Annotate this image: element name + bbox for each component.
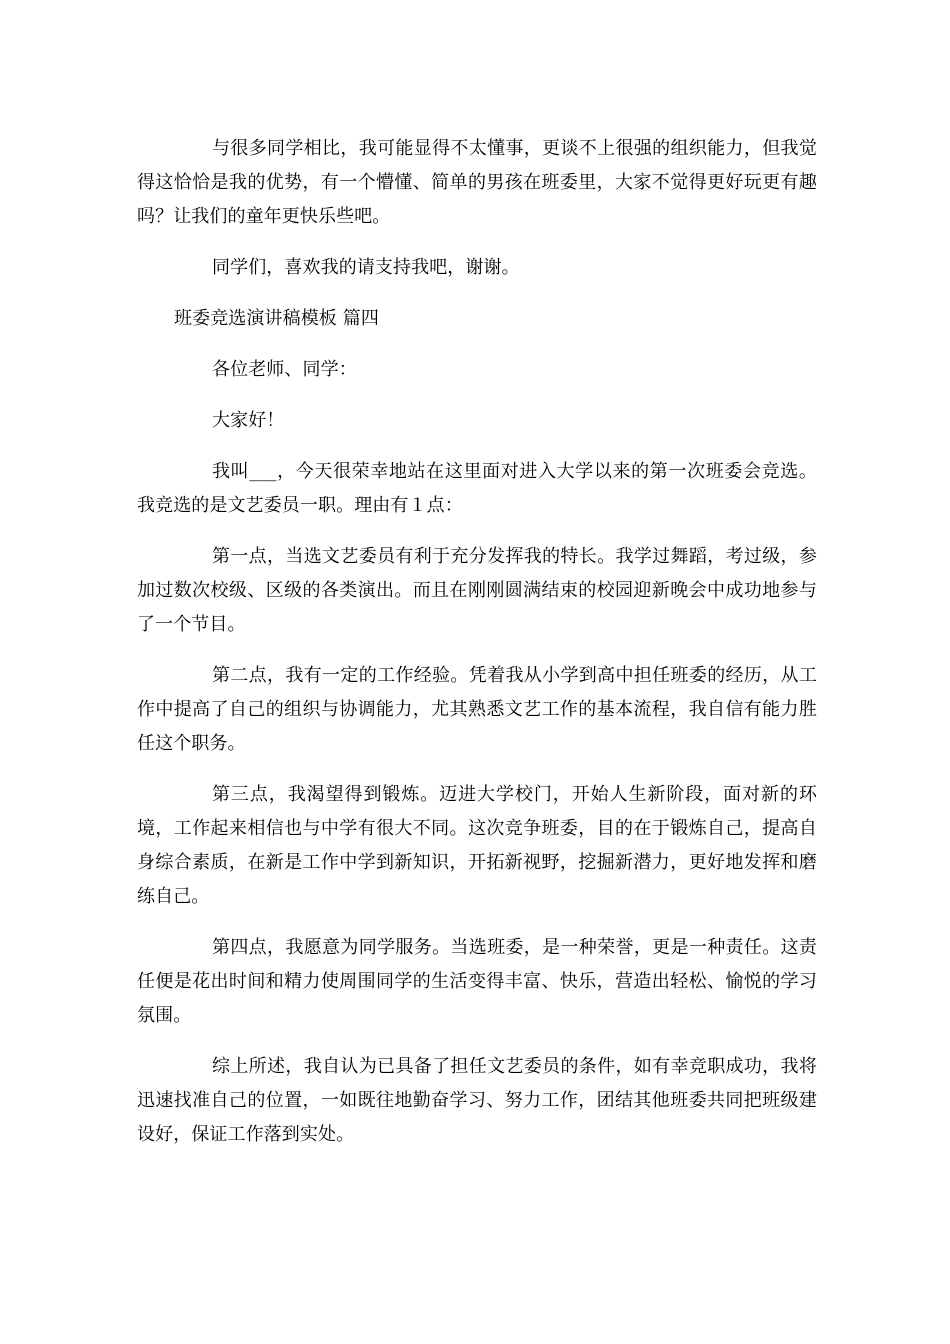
- paragraph-point-2: 第二点，我有一定的工作经验。凭着我从小学到高中担任班委的经历，从工作中提高了自己的组织与协调能力，尤其熟悉文艺工作的基本流程，我自信有能力胜任这个职务。: [137, 665, 817, 754]
- paragraph-point-4: 第四点，我愿意为同学服务。当选班委，是一种荣誉，更是一种责任。这责任便是花出时间和精力使周围同学的生活变得丰富、快乐，营造出轻松、愉悦的学习氛围。: [137, 937, 817, 1026]
- document-body: [137, 132, 817, 1169]
- section-title: 班委竞选演讲稿模板 篇四: [174, 308, 379, 329]
- paragraph-thanks: 同学们，喜欢我的请支持我吧，谢谢。: [212, 257, 520, 278]
- salutation: 各位老师、同学：: [212, 359, 357, 380]
- paragraph-opening: 与很多同学相比，我可能显得不太懂事，更谈不上很强的组织能力，但我觉得这恰恰是我的优势，有一个懵懂、简单的男孩在班委里，大家不觉得更好玩更有趣吗？让我们的童年更快乐些吧。: [137, 138, 817, 227]
- paragraph-point-1: 第一点，当选文艺委员有利于充分发挥我的特长。我学过舞蹈，考过级，参加过数次校级、区级的各类演出。而且在刚刚圆满结束的校园迎新晚会中成功地参与了一个节目。: [137, 546, 817, 635]
- paragraph-point-3: 第三点，我渴望得到锻炼。迈进大学校门，开始人生新阶段，面对新的环境，工作起来相信也与中学有很大不同。这次竞争班委，目的在于锻炼自己，提高自身综合素质，在新是工作中学到新知识，开拓新视野，挖掘新潜力，更好地发挥和磨练自己。: [137, 784, 817, 907]
- paragraph-conclusion: 综上所述，我自认为已具备了担任文艺委员的条件，如有幸竞职成功，我将迅速找准自己的位置，一如既往地勤奋学习、努力工作，团结其他班委共同把班级建设好，保证工作落到实处。: [137, 1056, 817, 1145]
- greeting: 大家好！: [212, 410, 285, 431]
- paragraph-intro: 我叫___，今天很荣幸地站在这里面对进入大学以来的第一次班委会竞选。我竞选的是文艺委员一职。理由有１点：: [137, 461, 817, 516]
